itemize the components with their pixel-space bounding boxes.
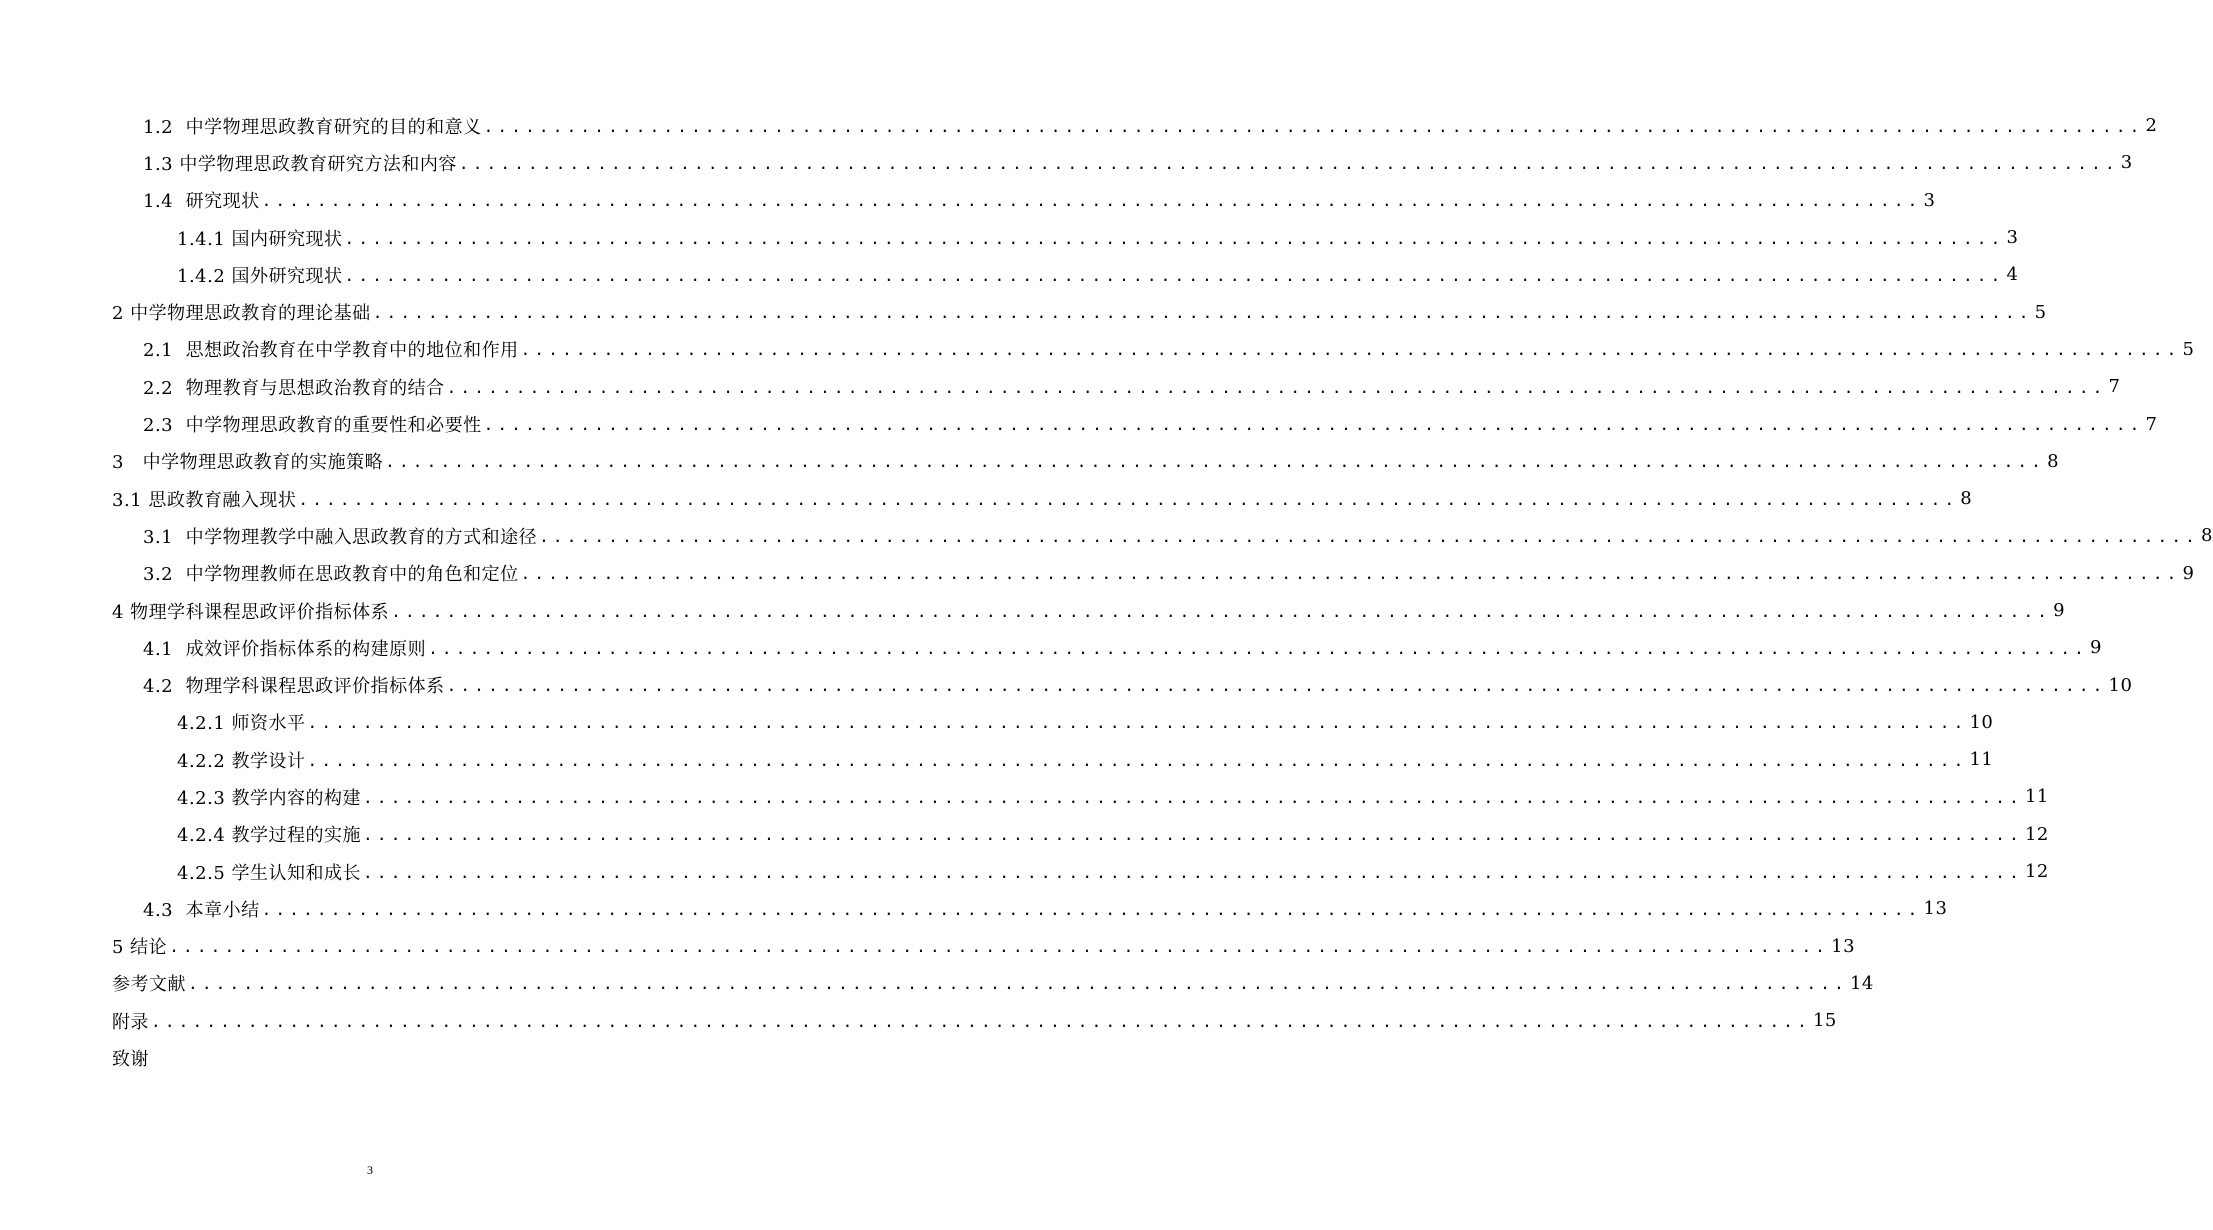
toc-dot-leader: ........................................................................................................................: [520, 340, 2181, 360]
toc-entry-page-number: 3: [1923, 189, 1936, 211]
toc-entry-page-number: 3: [2006, 227, 2019, 249]
toc-entry[interactable]: [0, 368, 2121, 405]
toc-dot-leader: ........................................................................................................................: [520, 564, 2181, 584]
toc-entry-line: [112, 1008, 1837, 1034]
toc-entry[interactable]: [0, 1039, 950, 1076]
toc-dot-leader: ........................................................................................................................: [363, 825, 2023, 845]
toc-entry[interactable]: [0, 107, 2158, 144]
toc-entry-page-number: 5: [2034, 301, 2047, 323]
toc-entry[interactable]: [0, 517, 2213, 554]
toc-entry-page-number: 12: [2024, 823, 2049, 845]
table-of-contents: [0, 107, 2213, 1077]
toc-entry-page-number: 8: [2201, 525, 2213, 547]
toc-entry-title: 4.1 成效评价指标体系的构建原则: [143, 638, 427, 660]
toc-entry-line: [143, 411, 2158, 437]
toc-entry-line: [143, 896, 1948, 922]
toc-entry[interactable]: [0, 816, 2049, 853]
toc-entry[interactable]: [0, 741, 1994, 778]
toc-entry-title: 2.2 物理教育与思想政治教育的结合: [143, 377, 445, 399]
toc-dot-leader: ........................................................................................................................: [385, 452, 2046, 472]
toc-entry-title: 1.4 研究现状: [143, 191, 260, 213]
toc-entry[interactable]: [0, 555, 2195, 592]
toc-dot-leader: ........................................................................................................................: [483, 415, 2144, 435]
toc-entry-title: 2.3 中学物理思政教育的重要性和必要性: [143, 415, 482, 437]
toc-entry-title: 附录: [112, 1011, 149, 1033]
toc-entry[interactable]: [0, 144, 2133, 181]
toc-dot-leader: ........................................................................................................................: [188, 974, 1848, 994]
toc-entry-page-number: 10: [2108, 674, 2133, 696]
toc-entry-title: 3.1 中学物理教学中融入思政教育的方式和途径: [143, 526, 538, 548]
toc-entry-line: [143, 672, 2133, 698]
toc-dot-leader: ........................................................................................................................: [261, 899, 1922, 919]
toc-entry-page-number: 15: [1812, 1010, 1837, 1032]
toc-entry-title: 2 中学物理思政教育的理论基础: [112, 303, 371, 325]
toc-entry-title: 1.4.2 国外研究现状: [177, 265, 343, 287]
toc-entry-page-number: 7: [2145, 413, 2158, 435]
toc-dot-leader: ........................................................................................................................: [363, 787, 2023, 807]
toc-entry-line: [112, 448, 2060, 474]
toc-entry-line: [177, 262, 2019, 288]
toc-entry[interactable]: [0, 704, 1994, 741]
toc-entry-line: [143, 374, 2121, 400]
toc-entry-title: 1.4.1 国内研究现状: [177, 228, 343, 250]
toc-dot-leader: ........................................................................................................................: [261, 191, 1922, 211]
toc-entry-line: [143, 150, 2133, 176]
toc-dot-leader: ........................................................................................................................: [391, 601, 2052, 621]
toc-entry-page-number: 11: [1969, 749, 1994, 771]
toc-entry[interactable]: [0, 1002, 1837, 1039]
toc-dot-leader: ........................................................................................................................: [446, 676, 2107, 696]
toc-entry-line: [143, 187, 1936, 213]
toc-entry-title: 4.2.5 学生认知和成长: [177, 862, 362, 884]
toc-entry[interactable]: [0, 405, 2158, 442]
toc-dot-leader: ........................................................................................................................: [539, 526, 2200, 546]
toc-entry[interactable]: [0, 480, 1973, 517]
toc-entry-page-number: 13: [1923, 898, 1948, 920]
toc-dot-leader: ........................................................................................................................: [483, 116, 2144, 136]
toc-entry-title: 4.2.2 教学设计: [177, 750, 306, 772]
toc-dot-leader: ........................................................................................................................: [151, 1011, 1811, 1031]
toc-entry-page-number: 9: [2053, 600, 2066, 621]
toc-entry[interactable]: [0, 182, 1936, 219]
toc-entry-line: [177, 821, 2049, 847]
toc-entry-line: [177, 225, 2019, 251]
toc-entry-title: 参考文献: [112, 974, 186, 996]
toc-dot-leader: ........................................................................................................................: [363, 862, 2023, 882]
toc-entry-title: 致谢: [112, 1049, 149, 1071]
toc-entry[interactable]: [0, 592, 2066, 629]
toc-entry-line: [112, 486, 1973, 512]
toc-entry-page-number: 8: [1960, 488, 1973, 510]
toc-entry[interactable]: [0, 890, 1948, 927]
page-number-footer: 3: [367, 1163, 373, 1177]
toc-entry-line: [143, 635, 2102, 661]
toc-entry[interactable]: [0, 778, 2049, 815]
toc-entry[interactable]: [0, 666, 2133, 703]
toc-entry-title: 3.1 思政教育融入现状: [112, 489, 297, 511]
toc-entry-page-number: 10: [1969, 711, 1994, 733]
toc-entry-line: [143, 523, 2213, 549]
toc-entry-title: 3.2 中学物理教师在思政教育中的角色和定位: [143, 564, 519, 586]
toc-entry[interactable]: [0, 629, 2102, 666]
toc-entry-line: [143, 560, 2195, 586]
toc-dot-leader: ........................................................................................................................: [307, 750, 1968, 770]
toc-entry-line: [177, 784, 2049, 810]
toc-entry[interactable]: [0, 928, 1856, 965]
toc-entry[interactable]: [0, 219, 2019, 256]
toc-dot-leader: ........................................................................................................................: [428, 638, 2089, 658]
toc-entry-line: [143, 336, 2195, 362]
toc-dot-leader: ........................................................................................................................: [344, 265, 2005, 285]
toc-entry-line: [177, 747, 1994, 773]
toc-entry-page-number: 12: [2024, 861, 2049, 883]
toc-entry-line: [143, 113, 2158, 139]
toc-entry-title: 4.2.4 教学过程的实施: [177, 825, 362, 847]
toc-entry-title: 1.3 中学物理思政教育研究方法和内容: [143, 153, 457, 175]
toc-entry-line: [177, 859, 2049, 885]
toc-entry-page-number: 9: [2090, 637, 2102, 659]
toc-entry-line: [112, 970, 1874, 996]
toc-entry[interactable]: [0, 965, 1874, 1002]
toc-dot-leader: ........................................................................................................................: [458, 153, 2119, 173]
toc-entry-title: 4.2 物理学科课程思政评价指标体系: [143, 676, 445, 698]
toc-entry-title: 1.2 中学物理思政教育研究的目的和意义: [143, 116, 482, 138]
toc-entry-line: [112, 933, 1856, 959]
toc-entry[interactable]: [0, 293, 2047, 330]
toc-entry-line: [112, 299, 2047, 325]
toc-entry-title: 2.1 思想政治教育在中学教育中的地位和作用: [143, 340, 519, 362]
toc-entry-page-number: 13: [1831, 935, 1856, 957]
toc-entry[interactable]: [0, 256, 2019, 293]
toc-entry-line: [112, 1045, 840, 1071]
toc-entry-title: 4 物理学科课程思政评价指标体系: [112, 601, 390, 623]
toc-entry-title: 4.2.1 师资水平: [177, 713, 306, 735]
toc-entry-page-number: 2: [2145, 115, 2158, 137]
toc-entry-title: 4.3 本章小结: [143, 899, 260, 921]
toc-entry-page-number: 3: [2120, 152, 2133, 174]
toc-dot-leader: ........................................................................................................................: [446, 377, 2107, 397]
toc-entry-page-number: 9: [2182, 562, 2195, 584]
toc-dot-leader: ........................................................................................................................: [372, 303, 2033, 323]
toc-entry-line: [177, 709, 1994, 735]
toc-entry[interactable]: [0, 853, 2049, 890]
toc-entry[interactable]: [0, 443, 2060, 480]
toc-entry-title: 5 结论: [112, 937, 168, 959]
toc-entry-page-number: 5: [2182, 338, 2195, 360]
toc-entry-page-number: 7: [2108, 376, 2121, 398]
toc-entry-page-number: 8: [2047, 450, 2060, 472]
toc-dot-leader: ........................................................................................................................: [307, 713, 1968, 733]
toc-dot-leader: ........................................................................................................................: [344, 228, 2005, 248]
toc-entry-title: 3 中学物理思政教育的实施策略: [112, 452, 384, 474]
toc-entry-page-number: 4: [2006, 264, 2019, 286]
toc-dot-leader: ........................................................................................................................: [298, 489, 1959, 509]
toc-entry-page-number: 11: [2024, 786, 2049, 808]
toc-entry[interactable]: [0, 331, 2195, 368]
toc-entry-title: 4.2.3 教学内容的构建: [177, 787, 362, 809]
toc-entry-line: [112, 598, 2066, 624]
toc-dot-leader: ........................................................................................................................: [169, 937, 1830, 957]
toc-entry-page-number: 14: [1849, 972, 1874, 994]
